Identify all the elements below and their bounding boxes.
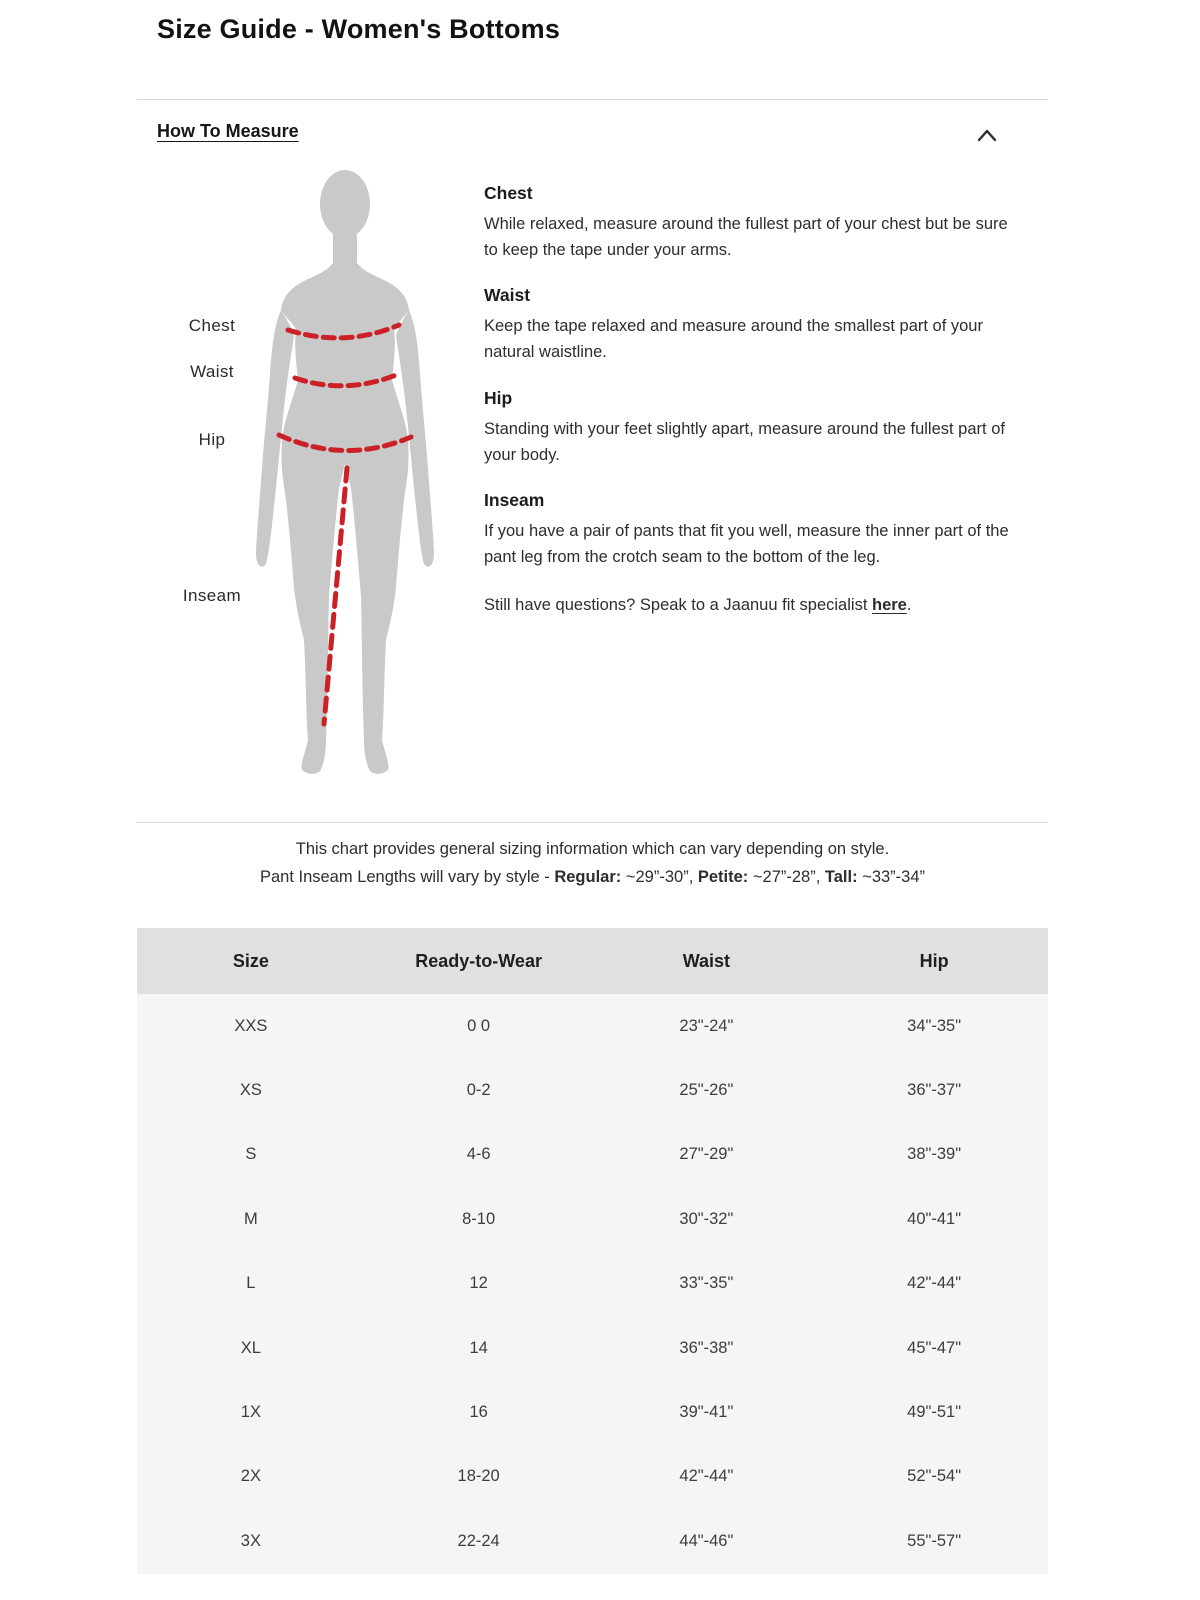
hip-instruction-body: Standing with your feet slightly apart, measure around the fullest part of your body. (484, 420, 1005, 464)
chart-note-line1: This chart provides general sizing information which can vary depending on style. (295, 840, 890, 858)
inseam-instruction-body: If you have a pair of pants that fit you well, measure the inner part of the pant leg from the crotch seam to the bottom of the leg. (484, 522, 1009, 566)
cell-hip: 34"-35" (907, 1016, 962, 1035)
cell-waist: 25"-26" (679, 1081, 734, 1100)
waist-instruction (484, 285, 1024, 365)
chevron-up-icon[interactable] (972, 122, 1002, 152)
cell-rtw: 22-24 (457, 1531, 500, 1550)
table-row (137, 1445, 1048, 1509)
cell-hip: 52"-54" (907, 1467, 962, 1486)
cell-waist: 33"-35" (679, 1274, 734, 1293)
cell-size: XS (239, 1081, 262, 1100)
cell-size: 2X (240, 1467, 261, 1486)
table-row (137, 1252, 1048, 1316)
inseam-instruction-heading: Inseam (484, 490, 545, 510)
cell-size: 1X (240, 1403, 261, 1422)
cell-hip: 55"-57" (907, 1531, 962, 1550)
cell-rtw: 14 (469, 1338, 488, 1357)
divider (137, 99, 1048, 100)
cell-size: L (246, 1274, 256, 1293)
page-title: Size Guide - Women's Bottoms (157, 14, 561, 44)
inseam-instruction (484, 490, 1024, 570)
cell-waist: 44"-46" (679, 1531, 734, 1550)
how-to-measure-toggle[interactable]: How To Measure (157, 121, 299, 141)
body-measurement-figure (250, 168, 440, 778)
cell-rtw: 18-20 (457, 1467, 500, 1486)
figure-label-hip: Hip (198, 430, 226, 449)
cell-rtw: 4-6 (466, 1145, 491, 1164)
cell-hip: 49"-51" (907, 1403, 962, 1422)
hip-instruction-heading: Hip (484, 388, 513, 408)
table-row (137, 1316, 1048, 1380)
cell-size: 3X (240, 1531, 261, 1550)
cell-hip: 38"-39" (907, 1145, 962, 1164)
column-header-waist: Waist (682, 950, 731, 971)
size-chart-body (137, 994, 1048, 1574)
cell-size: S (245, 1145, 257, 1164)
column-header-ready-to-wear: Ready-to-Wear (415, 950, 542, 971)
cell-rtw: 0-2 (466, 1081, 491, 1100)
column-header-size: Size (232, 950, 269, 971)
waist-instruction-heading: Waist (484, 285, 531, 305)
table-row (137, 1380, 1048, 1444)
divider (137, 822, 1048, 823)
fit-specialist-line: Still have questions? Speak to a Jaanuu fit specialist here. (484, 596, 912, 614)
fit-specialist-link[interactable]: here (871, 596, 907, 614)
table-row (137, 1123, 1048, 1187)
cell-size: XXS (234, 1016, 268, 1035)
figure-label-waist: Waist (190, 362, 234, 381)
cell-waist: 23"-24" (679, 1016, 734, 1035)
hip-instruction (484, 388, 1024, 468)
cell-waist: 42"-44" (679, 1467, 734, 1486)
cell-hip: 36"-37" (907, 1081, 962, 1100)
table-row (137, 994, 1048, 1058)
table-row (137, 1187, 1048, 1251)
cell-hip: 45"-47" (907, 1338, 962, 1357)
figure-label-chest: Chest (188, 316, 236, 335)
chart-note-line2: Pant Inseam Lengths will vary by style - Regular: ~29”-30”, Petite: ~27”-28”, Tall: ~33”-34” (259, 868, 926, 886)
chest-instruction-body: While relaxed, measure around the fullest part of your chest but be sure to keep the tape under your arms. (484, 215, 1008, 259)
cell-hip: 40"-41" (907, 1209, 962, 1228)
cell-rtw: 8-10 (462, 1209, 496, 1228)
fit-specialist-text: Still have questions? Speak to a Jaanuu fit specialist (484, 596, 872, 614)
chest-instruction (484, 183, 1024, 263)
cell-hip: 42"-44" (907, 1274, 962, 1293)
female-silhouette-icon (250, 168, 440, 778)
table-row (137, 1509, 1048, 1573)
waist-instruction-body: Keep the tape relaxed and measure around the smallest part of your natural waistline. (484, 317, 983, 361)
table-row (137, 1058, 1048, 1122)
cell-waist: 30"-32" (679, 1209, 734, 1228)
cell-rtw: 12 (469, 1274, 488, 1293)
cell-waist: 36"-38" (679, 1338, 734, 1357)
cell-waist: 39"-41" (679, 1403, 734, 1422)
chest-instruction-heading: Chest (484, 183, 533, 203)
figure-label-inseam: Inseam (182, 586, 242, 605)
column-header-hip: Hip (919, 950, 949, 971)
cell-rtw: 0 0 (467, 1016, 491, 1035)
cell-size: M (244, 1209, 258, 1228)
size-chart-header-row (137, 928, 1048, 994)
cell-rtw: 16 (469, 1403, 488, 1422)
size-chart-table (137, 928, 1048, 1574)
cell-waist: 27"-29" (679, 1145, 734, 1164)
cell-size: XL (240, 1338, 261, 1357)
